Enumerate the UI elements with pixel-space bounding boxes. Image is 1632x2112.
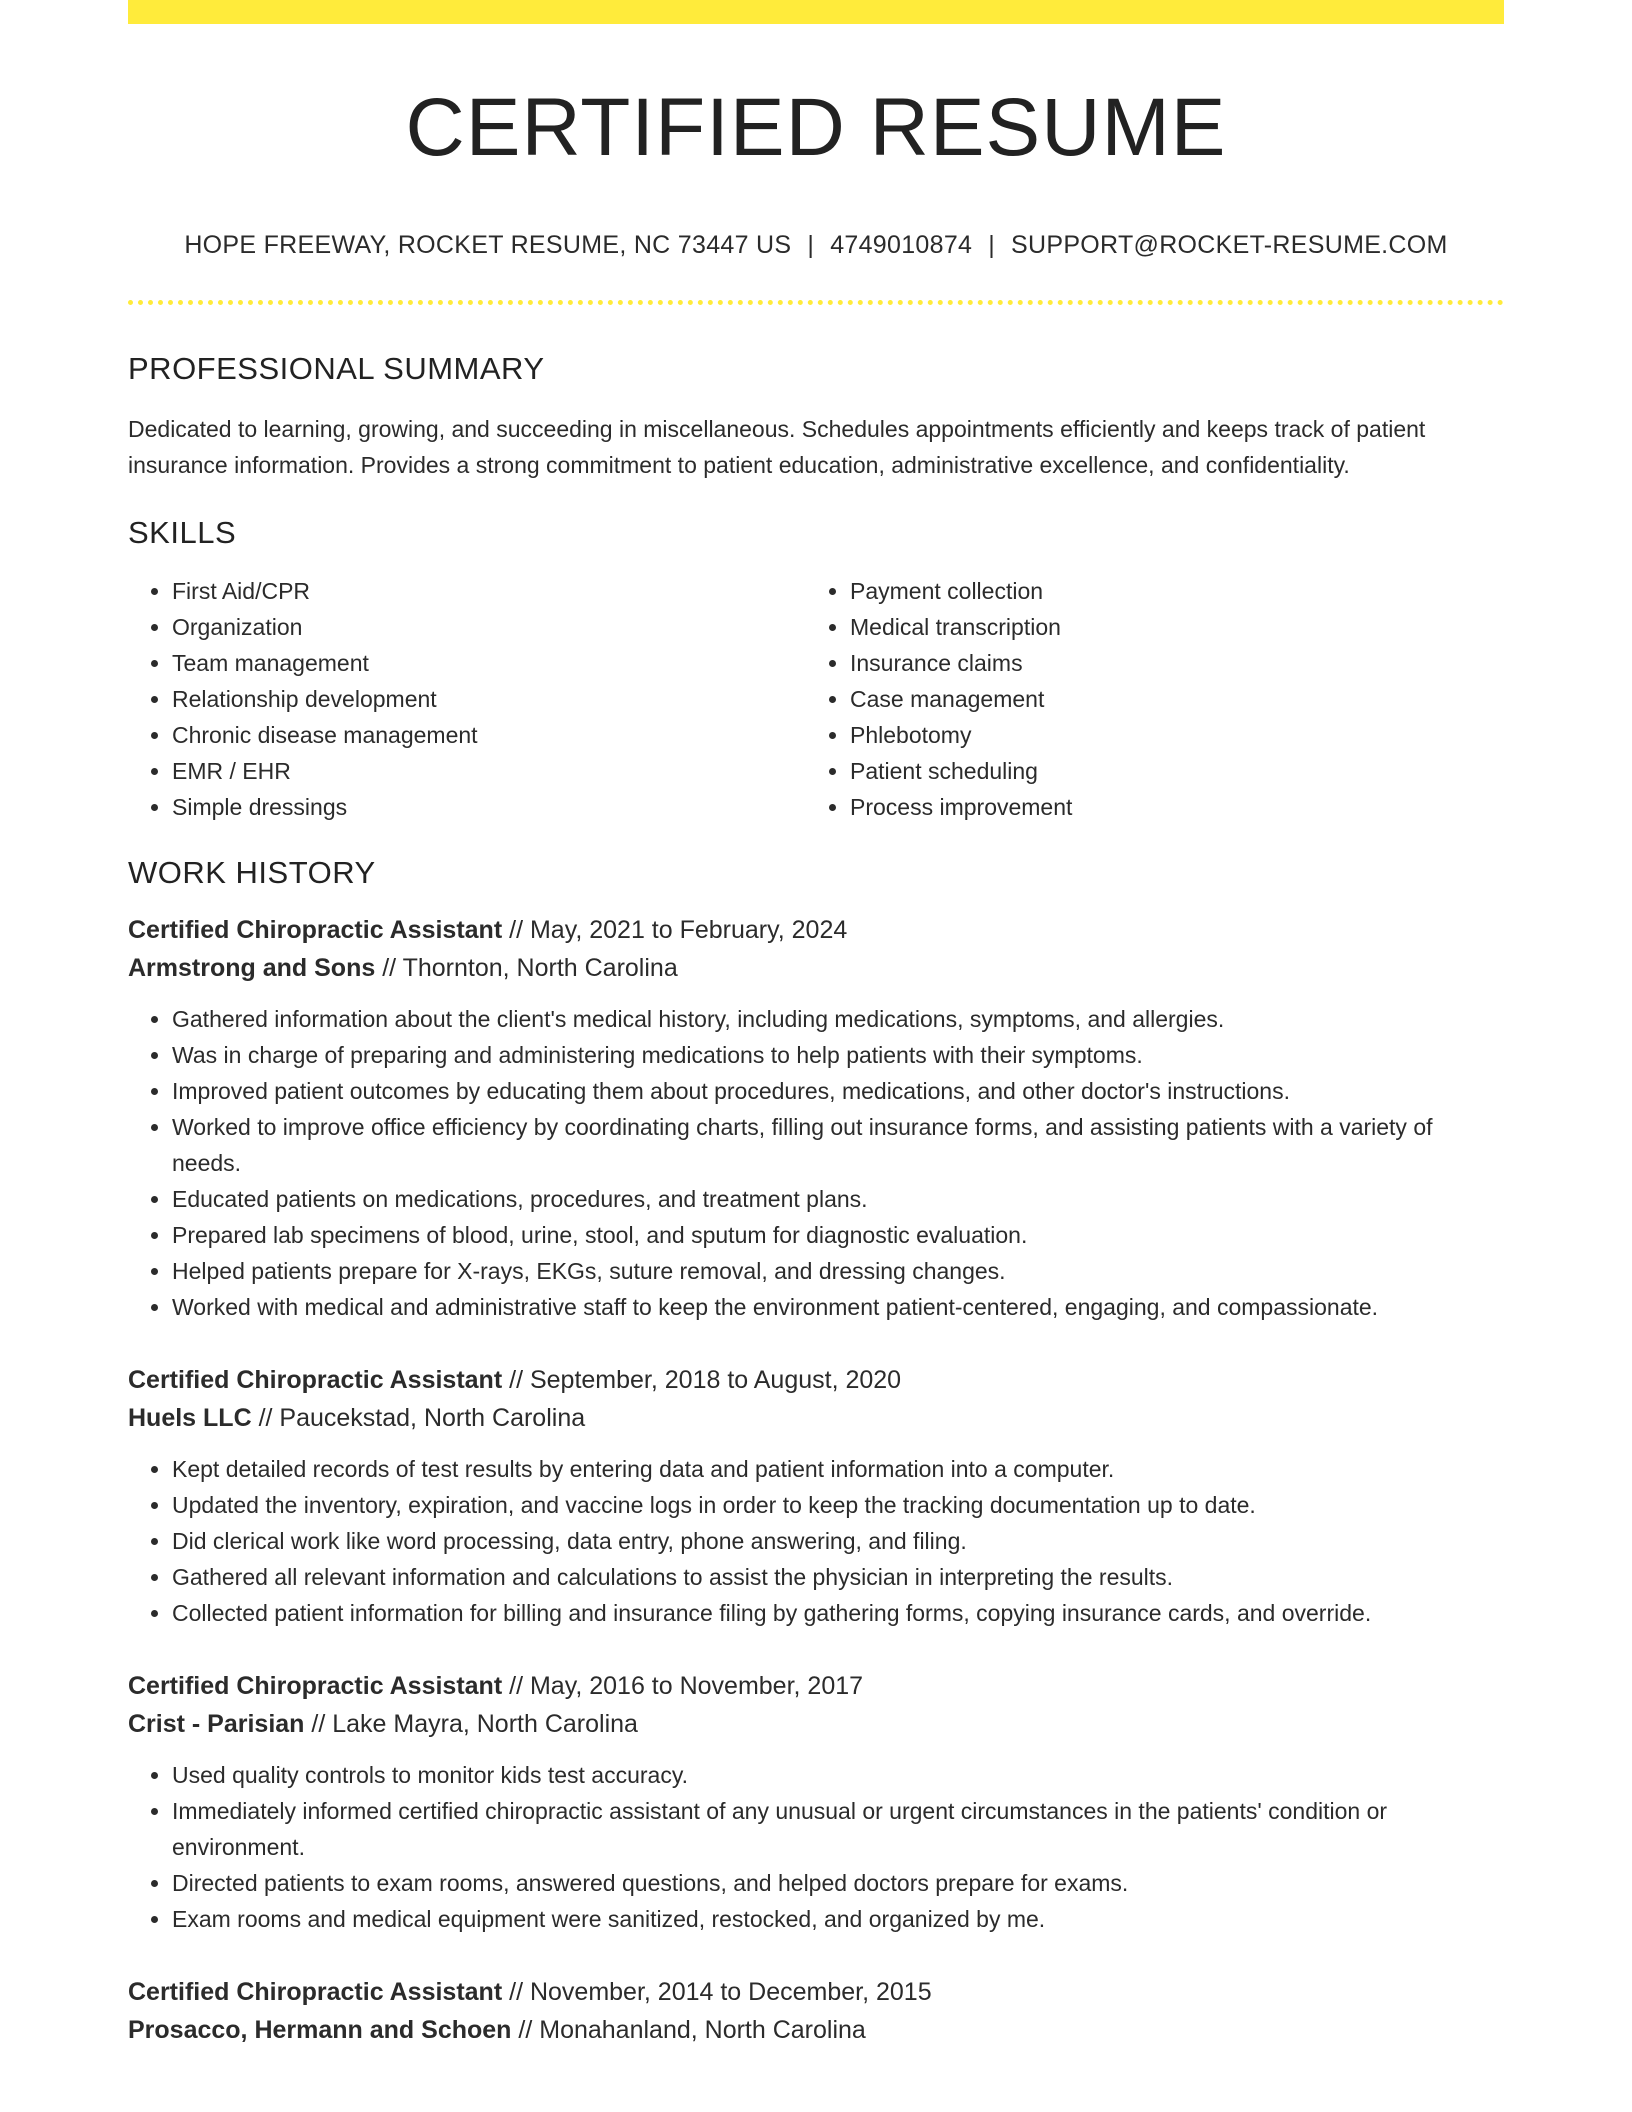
job-entry	[128, 911, 1504, 1325]
job-bullet: • Directed patients to exam rooms, answered questions, and helped doctors prepare for exams.	[172, 1865, 1504, 1901]
job-bullets	[128, 1757, 1504, 1937]
job-bullet: • Immediately informed certified chiropractic assistant of any unusual or urgent circumstances in the patients' condition or environment.	[172, 1793, 1504, 1865]
resume-name: CERTIFIED RESUME	[405, 82, 1227, 173]
contact-line	[128, 228, 1504, 262]
job-role: Certified Chiropractic Assistant	[128, 1978, 503, 2006]
job-entry	[128, 1973, 1504, 2049]
job-bullet: • Used quality controls to monitor kids test accuracy.	[172, 1757, 1504, 1793]
skill-item: • EMR / EHR	[172, 753, 806, 789]
job-company-line	[128, 2011, 1504, 2049]
job-role: Certified Chiropractic Assistant	[128, 1672, 503, 1700]
job-bullet: • Helped patients prepare for X-rays, EKGs, suture removal, and dressing changes.	[172, 1253, 1504, 1289]
skill-item: • Patient scheduling	[850, 753, 1484, 789]
job-entry	[128, 1361, 1504, 1631]
work-history-heading: WORK HISTORY	[128, 855, 376, 890]
job-bullet: • Did clerical work like word processing, data entry, phone answering, and filing.	[172, 1523, 1504, 1559]
contact-separator: |	[807, 231, 815, 259]
job-bullets	[128, 1001, 1504, 1325]
job-entry	[128, 1667, 1504, 1937]
job-role-line	[128, 1361, 1504, 1399]
skill-item: • Simple dressings	[172, 789, 806, 825]
job-role: Certified Chiropractic Assistant	[128, 1366, 503, 1394]
job-bullet: • Prepared lab specimens of blood, urine, stool, and sputum for diagnostic evaluation.	[172, 1217, 1504, 1253]
job-location: // Thornton, North Carolina	[382, 954, 678, 982]
contact-address: HOPE FREEWAY, ROCKET RESUME, NC 73447 US	[184, 231, 792, 259]
job-company: Armstrong and Sons	[128, 954, 376, 982]
job-company-line	[128, 949, 1504, 987]
dotted-divider	[128, 300, 1504, 305]
skills-column-right	[806, 573, 1484, 825]
job-bullet: • Worked to improve office efficiency by coordinating charts, filling out insurance forms, and assisting patients with a variety of needs.	[172, 1109, 1504, 1181]
summary-text: Dedicated to learning, growing, and succeeding in miscellaneous. Schedules appointments efficiently and keeps track of patient insurance information. Provides a strong commitment to patient education, administrative excellence, and confidentiality.	[128, 416, 1426, 478]
contact-separator: |	[988, 231, 996, 259]
job-company: Huels LLC	[128, 1404, 252, 1432]
resume-page	[128, 0, 1504, 2049]
skill-item: • Relationship development	[172, 681, 806, 717]
job-role-line	[128, 1973, 1504, 2011]
job-bullet: • Gathered all relevant information and calculations to assist the physician in interpreting the results.	[172, 1559, 1504, 1595]
job-bullet: • Kept detailed records of test results by entering data and patient information into a computer.	[172, 1451, 1504, 1487]
skills-list	[128, 573, 1504, 825]
job-location: // Paucekstad, North Carolina	[258, 1404, 586, 1432]
skill-item: • Chronic disease management	[172, 717, 806, 753]
skill-item: • Insurance claims	[850, 645, 1484, 681]
job-bullets	[128, 1451, 1504, 1631]
contact-email: SUPPORT@ROCKET-RESUME.COM	[1011, 231, 1448, 259]
job-dates: // September, 2018 to August, 2020	[509, 1366, 902, 1394]
skill-item: • First Aid/CPR	[172, 573, 806, 609]
contact-phone: 4749010874	[830, 231, 973, 259]
skill-item: • Case management	[850, 681, 1484, 717]
job-bullet: • Educated patients on medications, procedures, and treatment plans.	[172, 1181, 1504, 1217]
job-role-line	[128, 911, 1504, 949]
job-bullet: • Exam rooms and medical equipment were sanitized, restocked, and organized by me.	[172, 1901, 1504, 1937]
job-bullet: • Gathered information about the client's medical history, including medications, symptoms, and allergies.	[172, 1001, 1504, 1037]
job-location: // Monahanland, North Carolina	[518, 2016, 866, 2044]
job-role-line	[128, 1667, 1504, 1705]
job-bullet: • Worked with medical and administrative staff to keep the environment patient-centered, engaging, and compassionate.	[172, 1289, 1504, 1325]
job-company-line	[128, 1705, 1504, 1743]
skills-heading: SKILLS	[128, 515, 237, 550]
job-location: // Lake Mayra, North Carolina	[311, 1710, 638, 1738]
skill-item: • Organization	[172, 609, 806, 645]
summary-heading: PROFESSIONAL SUMMARY	[128, 351, 545, 386]
skill-item: • Process improvement	[850, 789, 1484, 825]
job-bullet: • Improved patient outcomes by educating them about procedures, medications, and other doctor's instructions.	[172, 1073, 1504, 1109]
skill-item: • Team management	[172, 645, 806, 681]
skills-column-left	[128, 573, 806, 825]
skill-item: • Phlebotomy	[850, 717, 1484, 753]
job-role: Certified Chiropractic Assistant	[128, 916, 503, 944]
skill-item: • Payment collection	[850, 573, 1484, 609]
job-dates: // May, 2021 to February, 2024	[509, 916, 848, 944]
job-company-line	[128, 1399, 1504, 1437]
job-company: Prosacco, Hermann and Schoen	[128, 2016, 512, 2044]
job-bullet: • Updated the inventory, expiration, and vaccine logs in order to keep the tracking documentation up to date.	[172, 1487, 1504, 1523]
job-bullet: • Collected patient information for billing and insurance filing by gathering forms, copying insurance cards, and override.	[172, 1595, 1504, 1631]
job-dates: // November, 2014 to December, 2015	[509, 1978, 932, 2006]
job-bullet: • Was in charge of preparing and administering medications to help patients with their symptoms.	[172, 1037, 1504, 1073]
job-company: Crist - Parisian	[128, 1710, 305, 1738]
skill-item: • Medical transcription	[850, 609, 1484, 645]
job-dates: // May, 2016 to November, 2017	[509, 1672, 864, 1700]
